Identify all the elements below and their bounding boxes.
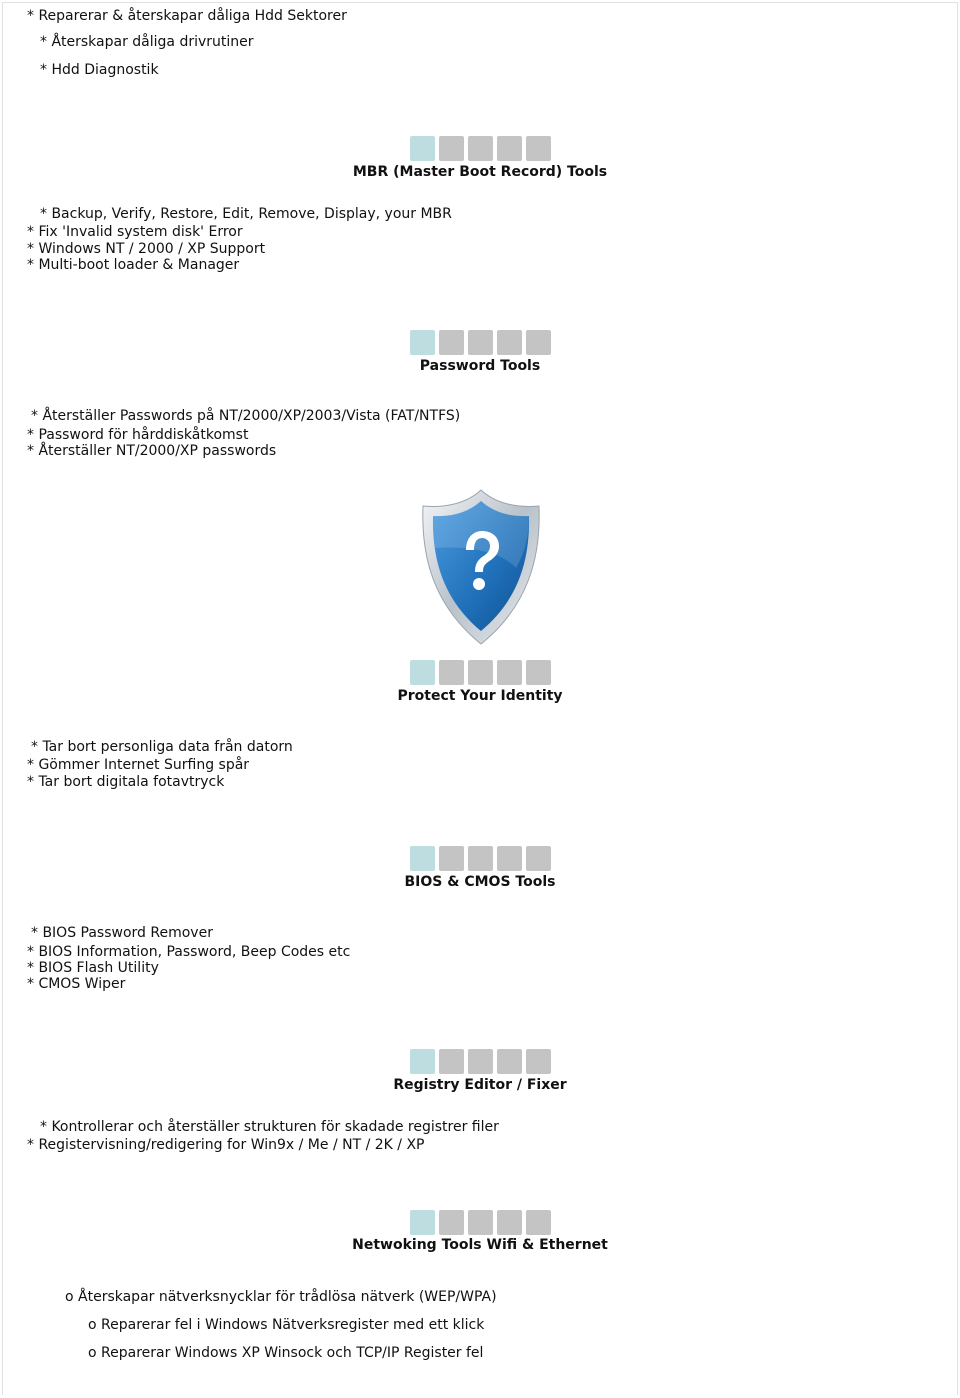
rating-squares-icon <box>410 1210 551 1235</box>
list-item: o Återskapar nätverksnycklar för trådlösa nätverk (WEP/WPA) <box>65 1289 497 1305</box>
list-item: * Password för hårddiskåtkomst <box>27 427 249 443</box>
list-item: * Gömmer Internet Surfing spår <box>27 757 250 773</box>
rating-squares-icon <box>410 846 551 871</box>
section-heading: Registry Editor / Fixer <box>393 1077 567 1093</box>
list-item: * Multi-boot loader & Manager <box>27 257 240 273</box>
list-item: * CMOS Wiper <box>27 976 126 992</box>
list-item: * Registervisning/redigering for Win9x / Me / NT / 2K / XP <box>27 1137 425 1153</box>
list-item: o Reparerar Windows XP Winsock och TCP/IP Register fel <box>88 1345 484 1361</box>
list-item: * Kontrollerar och återställer strukturen för skadade registrer filer <box>40 1119 499 1135</box>
rating-squares-icon <box>410 1049 551 1074</box>
list-item: * Hdd Diagnostik <box>40 62 159 78</box>
list-item: * BIOS Flash Utility <box>27 960 159 976</box>
list-item: * Reparerar & återskapar dåliga Hdd Sektorer <box>27 8 347 24</box>
shield-question-icon <box>420 488 542 650</box>
list-item: * BIOS Information, Password, Beep Codes etc <box>27 944 351 960</box>
list-item: * Tar bort digitala fotavtryck <box>27 774 225 790</box>
list-item: * Windows NT / 2000 / XP Support <box>27 241 266 257</box>
section-heading: BIOS & CMOS Tools <box>404 874 556 890</box>
section-heading: Netwoking Tools Wifi & Ethernet <box>352 1237 608 1253</box>
section-heading: Password Tools <box>419 358 541 374</box>
list-item: * Återställer Passwords på NT/2000/XP/2003/Vista (FAT/NTFS) <box>31 408 461 424</box>
list-item: * Backup, Verify, Restore, Edit, Remove, Display, your MBR <box>40 206 452 222</box>
section-heading: Protect Your Identity <box>397 688 563 704</box>
rating-squares-icon <box>410 330 551 355</box>
list-item: * Återställer NT/2000/XP passwords <box>27 443 277 459</box>
list-item: o Reparerar fel i Windows Nätverksregister med ett klick <box>88 1317 485 1333</box>
list-item: * BIOS Password Remover <box>31 925 213 941</box>
list-item: * Tar bort personliga data från datorn <box>31 739 293 755</box>
section-heading: MBR (Master Boot Record) Tools <box>352 164 608 180</box>
rating-squares-icon <box>410 660 551 685</box>
rating-squares-icon <box>410 136 551 161</box>
list-item: * Återskapar dåliga drivrutiner <box>40 34 254 50</box>
list-item: * Fix 'Invalid system disk' Error <box>27 224 243 240</box>
